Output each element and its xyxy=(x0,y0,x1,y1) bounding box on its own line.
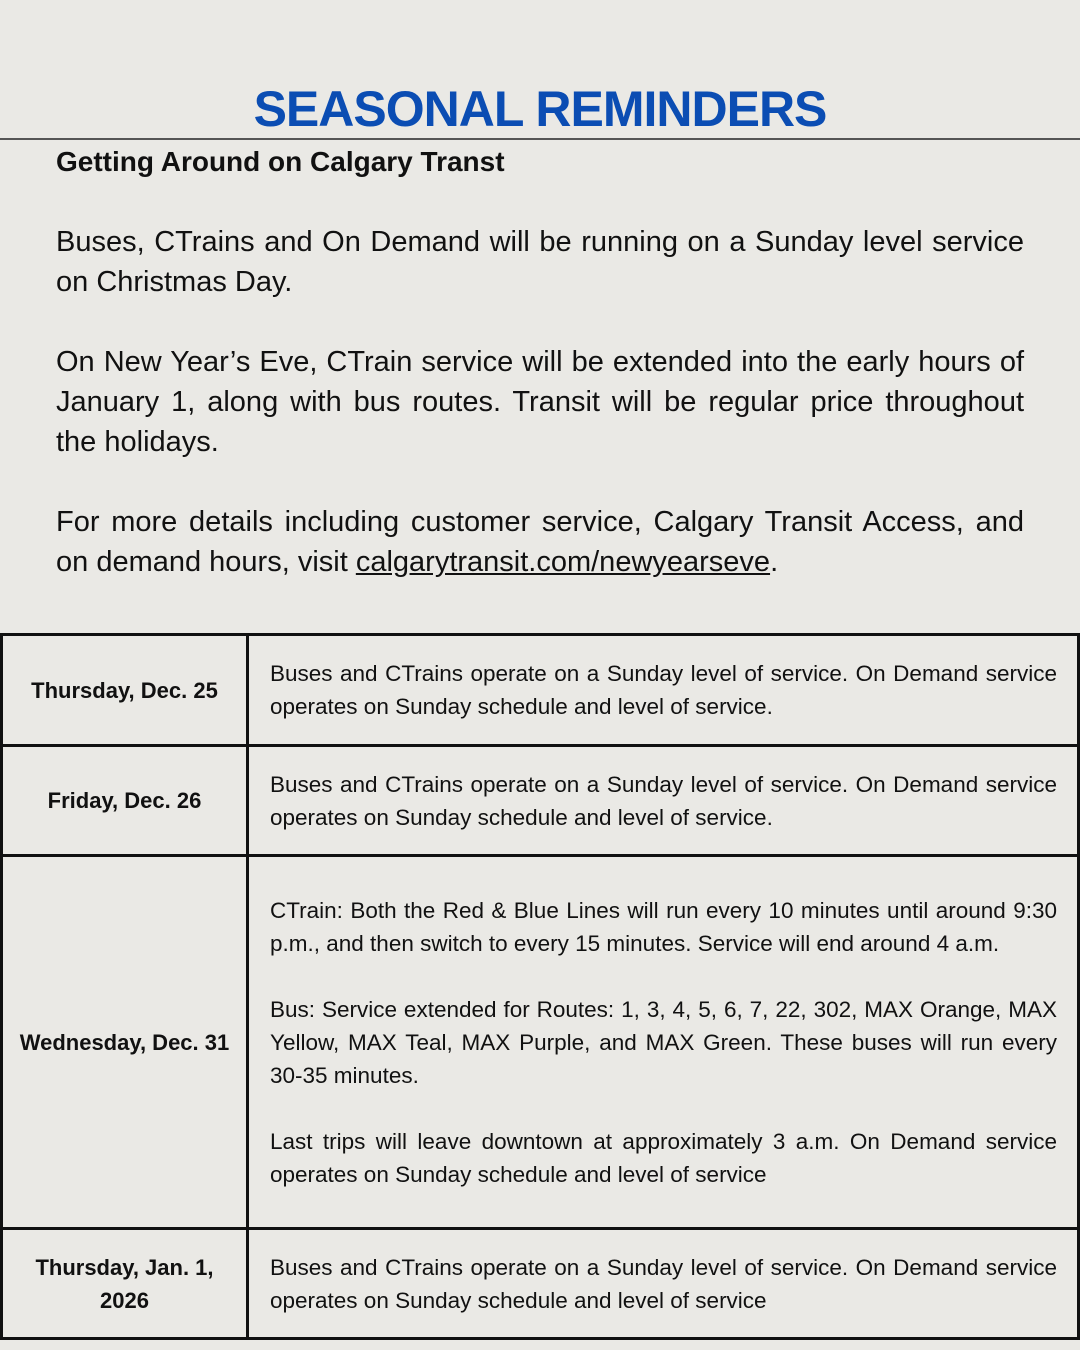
date-cell: Thursday, Jan. 1, 2026 xyxy=(2,1229,248,1339)
more-details-text: For more details including customer service, Calgary Transit Access, and on demand hours, visit xyxy=(56,506,1024,578)
page-title: SEASONAL REMINDERS xyxy=(253,81,827,137)
details-paragraph: Buses and CTrains operate on a Sunday level of service. On Demand service operates on Sunday schedule and level of service xyxy=(270,1254,1057,1313)
date-cell: Friday, Dec. 26 xyxy=(2,746,248,856)
intro-paragraph-more-details xyxy=(56,502,1024,582)
details-paragraph: Buses and CTrains operate on a Sunday level of service. On Demand service operates on Sunday schedule and level of service. xyxy=(270,661,1057,719)
table-row xyxy=(2,1229,1079,1339)
table-row xyxy=(2,856,1079,1229)
table-row xyxy=(2,635,1079,746)
more-details-period: . xyxy=(770,546,779,578)
ctrain-details-paragraph: CTrain: Both the Red & Blue Lines will run every 10 minutes until around 9:30 p.m., and then switch to every 15 minutes. Service will end around 4 a.m. xyxy=(270,897,1057,956)
section-subtitle: Getting Around on Calgary Transt xyxy=(56,146,505,177)
last-trips-paragraph: Last trips will leave downtown at approximately 3 a.m. On Demand service operates on Sunday schedule and level of service xyxy=(270,1128,1057,1187)
intro-paragraph-christmas: Buses, CTrains and On Demand will be running on a Sunday level service on Christmas Day. xyxy=(56,226,1024,298)
new-years-eve-link[interactable]: calgarytransit.com/newyearseve xyxy=(355,546,771,578)
intro-paragraph-new-years-eve: On New Year’s Eve, CTrain service will be extended into the early hours of January 1, along with bus routes. Transit will be regular price throughout the holidays. xyxy=(56,346,1024,458)
date-cell: Wednesday, Dec. 31 xyxy=(2,856,248,1229)
title-divider xyxy=(0,138,1080,140)
table-row xyxy=(2,746,1079,856)
details-cell xyxy=(248,635,1079,746)
bus-details-paragraph: Bus: Service extended for Routes: 1, 3, 4, 5, 6, 7, 22, 302, MAX Orange, MAX Yellow, MAX Teal, MAX Purple, and MAX Green. These buses will run every 30-35 minutes. xyxy=(270,996,1057,1088)
date-cell: Thursday, Dec. 25 xyxy=(2,635,248,746)
intro-section xyxy=(56,142,1024,582)
details-cell xyxy=(248,856,1079,1229)
details-cell xyxy=(248,1229,1079,1339)
holiday-schedule-table xyxy=(0,633,1080,1340)
details-cell xyxy=(248,746,1079,856)
details-paragraph: Buses and CTrains operate on a Sunday level of service. On Demand service operates on Sunday schedule and level of service. xyxy=(270,771,1057,830)
